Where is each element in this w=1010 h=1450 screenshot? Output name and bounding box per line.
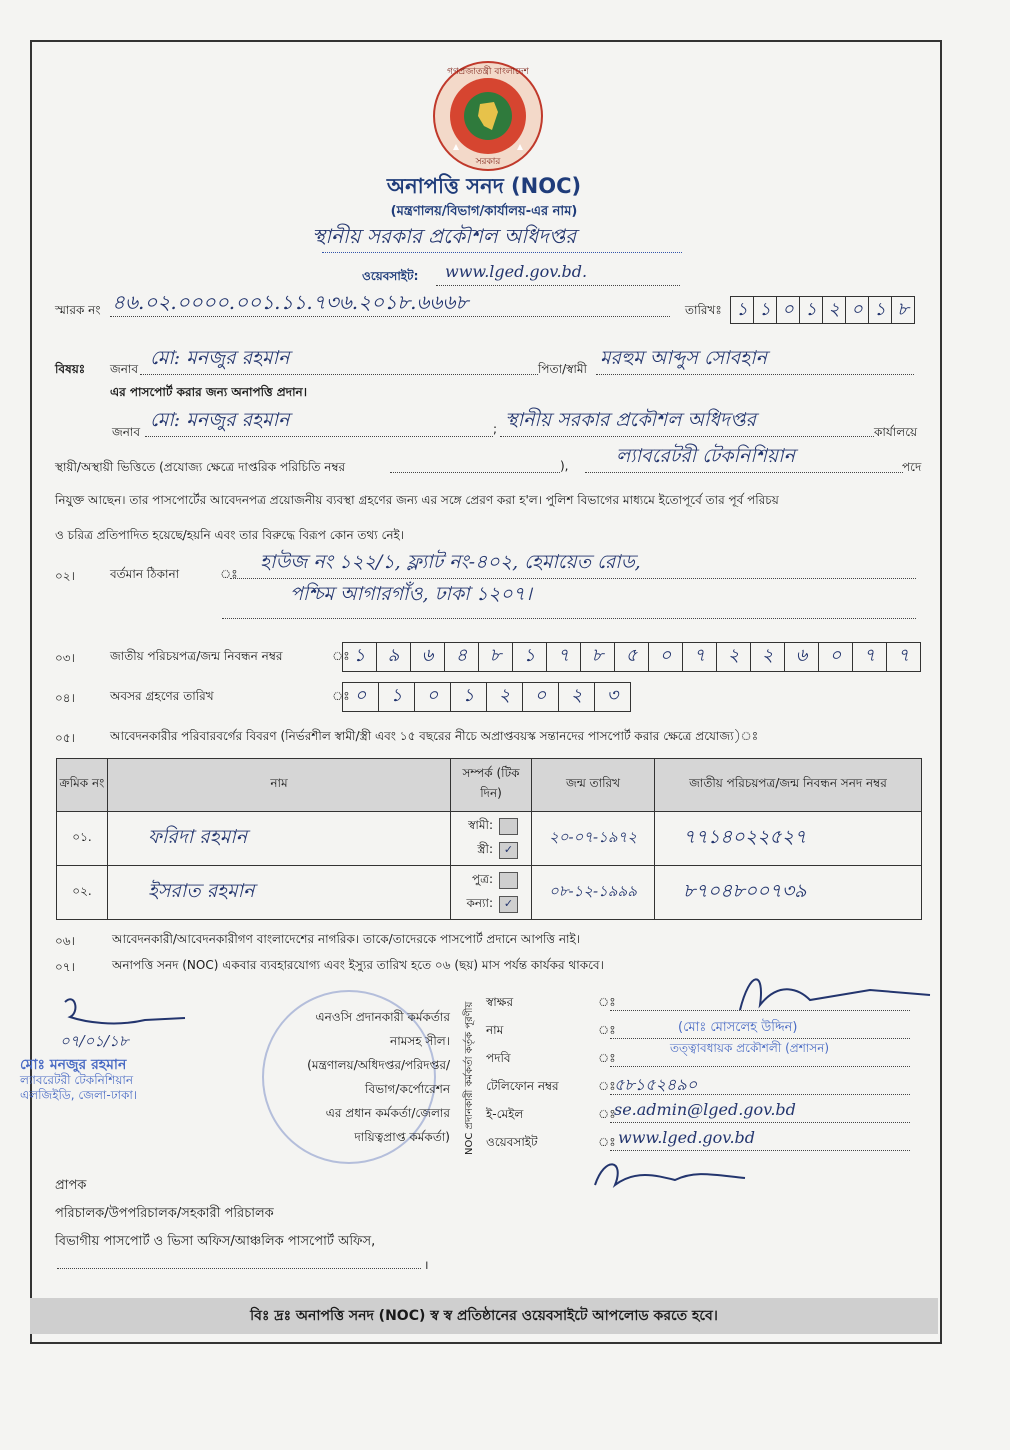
subject-label: বিষয়ঃ [55, 362, 86, 376]
seal-text-bottom: সরকার [475, 157, 501, 167]
row-nid: ৭৭১৪০২২৫২৭ [655, 812, 922, 866]
digit-box: ৮ [479, 643, 513, 671]
digit-box: ৩ [606, 685, 619, 706]
body-mr-label: জনাব [112, 425, 141, 439]
relation-checkbox[interactable] [499, 872, 518, 889]
digit-box: ১ [379, 683, 415, 711]
recipient-line1: পরিচালক/উপপরিচালক/সহকারী পরিচালক [55, 1206, 274, 1221]
row-serial: ০২. [57, 866, 108, 920]
row-dob: ০৮-১২-১৯৯৯ [532, 866, 655, 920]
digit-box: ১ [513, 643, 547, 671]
designation-suffix: পদে [902, 460, 922, 474]
item3-no: ০৩। [55, 651, 75, 665]
row-name: ফরিদা রহমান [108, 812, 451, 866]
website-label: ওয়েবসাইট: [362, 269, 419, 283]
digit-box: ১ [343, 643, 377, 671]
item4-label: অবসর গ্রহণের তারিখ [110, 689, 214, 703]
note6-no: ০৬। [55, 934, 75, 948]
date-label: তারিখঃ [685, 303, 722, 317]
secondary-signature [585, 1150, 785, 1200]
document-title: অনাপত্তি সনদ (NOC) [386, 174, 582, 198]
digit-box: ৭ [683, 643, 717, 671]
digit-box: ৯ [377, 643, 411, 671]
item5-no: ০৫। [55, 731, 75, 745]
digit-box: ৬ [411, 643, 445, 671]
address-line2: পশ্চিম আগারগাঁও, ঢাকা ১২০৭। [290, 583, 532, 605]
header-relation: সম্পর্ক (টিক দিন) [451, 759, 532, 812]
body-office: স্থানীয় সরকার প্রকৌশল অধিদপ্তর [505, 409, 756, 431]
applicant-stamp: মোঃ মনজুর রহমান ল্যাবরেটরী টেকনিশিয়ান এলজিইডি, জেলা-ঢাকা। [20, 1057, 138, 1102]
applicant-sign-date: ০৭/০১/১৮ [60, 1032, 129, 1050]
field-designation: পদবি ঃ তত্ত্বাবধায়ক প্রকৌশলী (প্রশাসন) [486, 1050, 926, 1078]
note6-text: আবেদনকারী/আবেদনকারীগণ বাংলাদেশের নাগরিক। তাকে/তাদেরকে পাসপোর্ট প্রদানে আপত্তি নাই। [112, 932, 581, 946]
permanent-text: স্থায়ী/অস্থায়ী ভিত্তিতে (প্রযোজ্য ক্ষেত্রে দাপ্তরিক পরিচিতি নম্বর [55, 460, 346, 474]
digit-box: ০ [777, 297, 800, 323]
digit-box: ২ [559, 683, 595, 711]
para-line3: ও চরিত্র প্রতিপাদিত হয়েছে/হয়নি এবং তার বিরুদ্ধে বিরূপ কোন তথ্য নেই। [55, 528, 405, 542]
digit-box: ০ [523, 683, 559, 711]
table-row: ০১. ফরিদা রহমান স্বামী: স্ত্রী: ✓ ২০-০৭-১৯৭২ ৭৭১৪০২২৫২৭ [57, 812, 922, 866]
digit-box: ৪ [445, 643, 479, 671]
paren-close: ), [560, 459, 569, 473]
item4-no: ০৪। [55, 691, 75, 705]
subject-mr-label: জনাব [110, 362, 139, 376]
note7-text: অনাপত্তি সনদ (NOC) একবার ব্যবহারযোগ্য এবং ইস্যুর তারিখ হতে ০৬ (ছয়) মাস পর্যন্ত কার্যকর থাকবে। [112, 958, 604, 972]
memo-value: ৪৬.০২.০০০০.০০১.১১.৭৩৬.২০১৮.৬৬৬৮ [112, 290, 469, 314]
officer-signature [720, 960, 940, 1020]
digit-box: ১ [800, 297, 823, 323]
relation-checkbox[interactable] [499, 818, 518, 835]
seal-text-top: গণপ্রজাতন্ত্রী বাংলাদেশ [447, 67, 529, 77]
item2-label: বর্তমান ঠিকানা [110, 567, 180, 581]
field-email: ই-মেইল ঃ se.admin@lged.gov.bd [486, 1106, 926, 1134]
item5-label: আবেদনকারীর পরিবারবর্গের বিবরণ (নির্ভরশীল স্বামী/স্ত্রী এবং ১৫ বছরের নীচে অপ্রাপ্তবয়স্ক সন্তানদের পাসপোর্ট করার ক্ষেত্রে প্রযোজ্য)ঃ [110, 729, 759, 743]
digit-box: ১ [754, 297, 777, 323]
row-nid: ৮৭০৪৮০০৭৩৯ [655, 866, 922, 920]
digit-box: ২ [751, 643, 785, 671]
family-table [56, 758, 922, 920]
digit-box: ২ [717, 643, 751, 671]
designation: ল্যাবরেটরী টেকনিশিয়ান [616, 445, 795, 467]
item3-label: জাতীয় পরিচয়পত্র/জন্ম নিবন্ধন নম্বর [110, 649, 283, 663]
digit-box: ০ [415, 683, 451, 711]
office-name: স্থানীয় সরকার প্রকৌশল অধিদপ্তর [312, 224, 577, 248]
nid-boxes [342, 642, 921, 672]
digit-box: ৭ [547, 643, 581, 671]
digit-box: ২ [823, 297, 846, 323]
document-subtitle: (মন্ত্রণালয়/বিভাগ/কার্যালয়-এর নাম) [390, 204, 578, 219]
father-name: মরহুম আব্দুস সোবহান [600, 347, 767, 369]
note7-no: ০৭। [55, 960, 75, 974]
row-name: ইসরাত রহমান [108, 866, 451, 920]
relation-checkbox[interactable]: ✓ [499, 896, 518, 913]
digit-box: ১ [731, 297, 754, 323]
digit-box: ৬ [785, 643, 819, 671]
header-dob: জন্ম তারিখ [532, 759, 655, 812]
digit-box: ১ [451, 683, 487, 711]
recipient-block [55, 1172, 375, 1256]
digit-box: ০ [846, 297, 869, 323]
applicant-signature [55, 992, 195, 1037]
office-suffix: কার্যালয়ে [874, 425, 918, 439]
noc-vertical-label: NOC প্রদানকারী কর্মকর্তা কর্তৃক পূরণীয় [464, 1001, 475, 1155]
retirement-boxes [342, 682, 631, 712]
header-nid: জাতীয় পরিচয়পত্র/জন্ম নিবন্ধন সনদ নম্বর [655, 759, 922, 812]
row-dob: ২০-০৭-১৯৭২ [532, 812, 655, 866]
footer-note: বিঃ দ্রঃ অনাপত্তি সনদ (NOC) স্ব স্ব প্রতিষ্ঠানের ওয়েবসাইটে আপলোড করতে হবে। [30, 1298, 938, 1334]
item2-no: ০২। [55, 569, 75, 583]
digit-box: ০ [343, 683, 379, 711]
relation-checkbox[interactable]: ✓ [499, 842, 518, 859]
field-signature: স্বাক্ষর ঃ [486, 994, 926, 1022]
row-serial: ০১. [57, 812, 108, 866]
father-label: পিতা/স্বামী [538, 362, 587, 376]
field-website: ওয়েবসাইট ঃ www.lged.gov.bd [486, 1134, 926, 1162]
memo-label: স্মারক নং [55, 303, 101, 317]
digit-box: ৭ [897, 645, 910, 666]
digit-box: ৮ [897, 299, 909, 320]
digit-box: ৫ [615, 643, 649, 671]
digit-box: ৭ [853, 643, 887, 671]
digit-box: ২ [487, 683, 523, 711]
body-name: মো: মনজুর রহমান [150, 409, 290, 431]
address-line1: হাউজ নং ১২২/১, ফ্ল্যাট নং-৪০২, হেমায়েত রোড, [260, 551, 641, 573]
subject-line2: এর পাসপোর্ট করার জন্য অনাপত্তি প্রদান। [110, 385, 308, 399]
recipient-label: প্রাপক [55, 1178, 87, 1193]
subject-name: মো: মনজুর রহমান [150, 347, 290, 369]
recipient-line2: বিভাগীয় পাসপোর্ট ও ভিসা অফিস/আঞ্চলিক পাসপোর্ট অফিস, [55, 1234, 376, 1249]
field-telephone: টেলিফোন নম্বর ঃ ৫৮১৫২৪৯০ [486, 1078, 926, 1106]
field-name: নাম ঃ (মোঃ মোসলেহ উদ্দিন) [486, 1022, 926, 1050]
website-value: www.lged.gov.bd. [445, 262, 588, 281]
header-name: নাম [108, 759, 451, 812]
digit-box: ০ [649, 643, 683, 671]
digit-box: ০ [819, 643, 853, 671]
government-seal [432, 60, 544, 172]
issuer-description: এনওসি প্রদানকারী কর্মকর্তার নামসহ সীল। (মন্ত্রণালয়/অধিদপ্তর/পরিদপ্তর/ বিভাগ/কর্পোরেশন এর প্রধান কর্মকর্তা/জেলার দায়িত্বপ্রাপ্ত কর্মকর্তা) [307, 1010, 450, 1144]
header-serial: ক্রমিক নং [57, 759, 108, 812]
date-boxes [730, 296, 915, 324]
digit-box: ১ [869, 297, 892, 323]
digit-box: ৮ [581, 643, 615, 671]
para-line2: নিযুক্ত আছেন। তার পাসপোর্টের আবেদনপত্র প্রয়োজনীয় ব্যবস্থা গ্রহণের জন্য এর সঙ্গে প্রেরণ করা হ'ল। পুলিশ বিভাগের মাধ্যমে ইতোপূর্বে তার পূর্ব পরিচয় [55, 493, 779, 507]
table-row: ০২. ইসরাত রহমান পুত্র: কন্যা: ✓ ০৮-১২-১৯৯৯ ৮৭০৪৮০০৭৩৯ [57, 866, 922, 920]
